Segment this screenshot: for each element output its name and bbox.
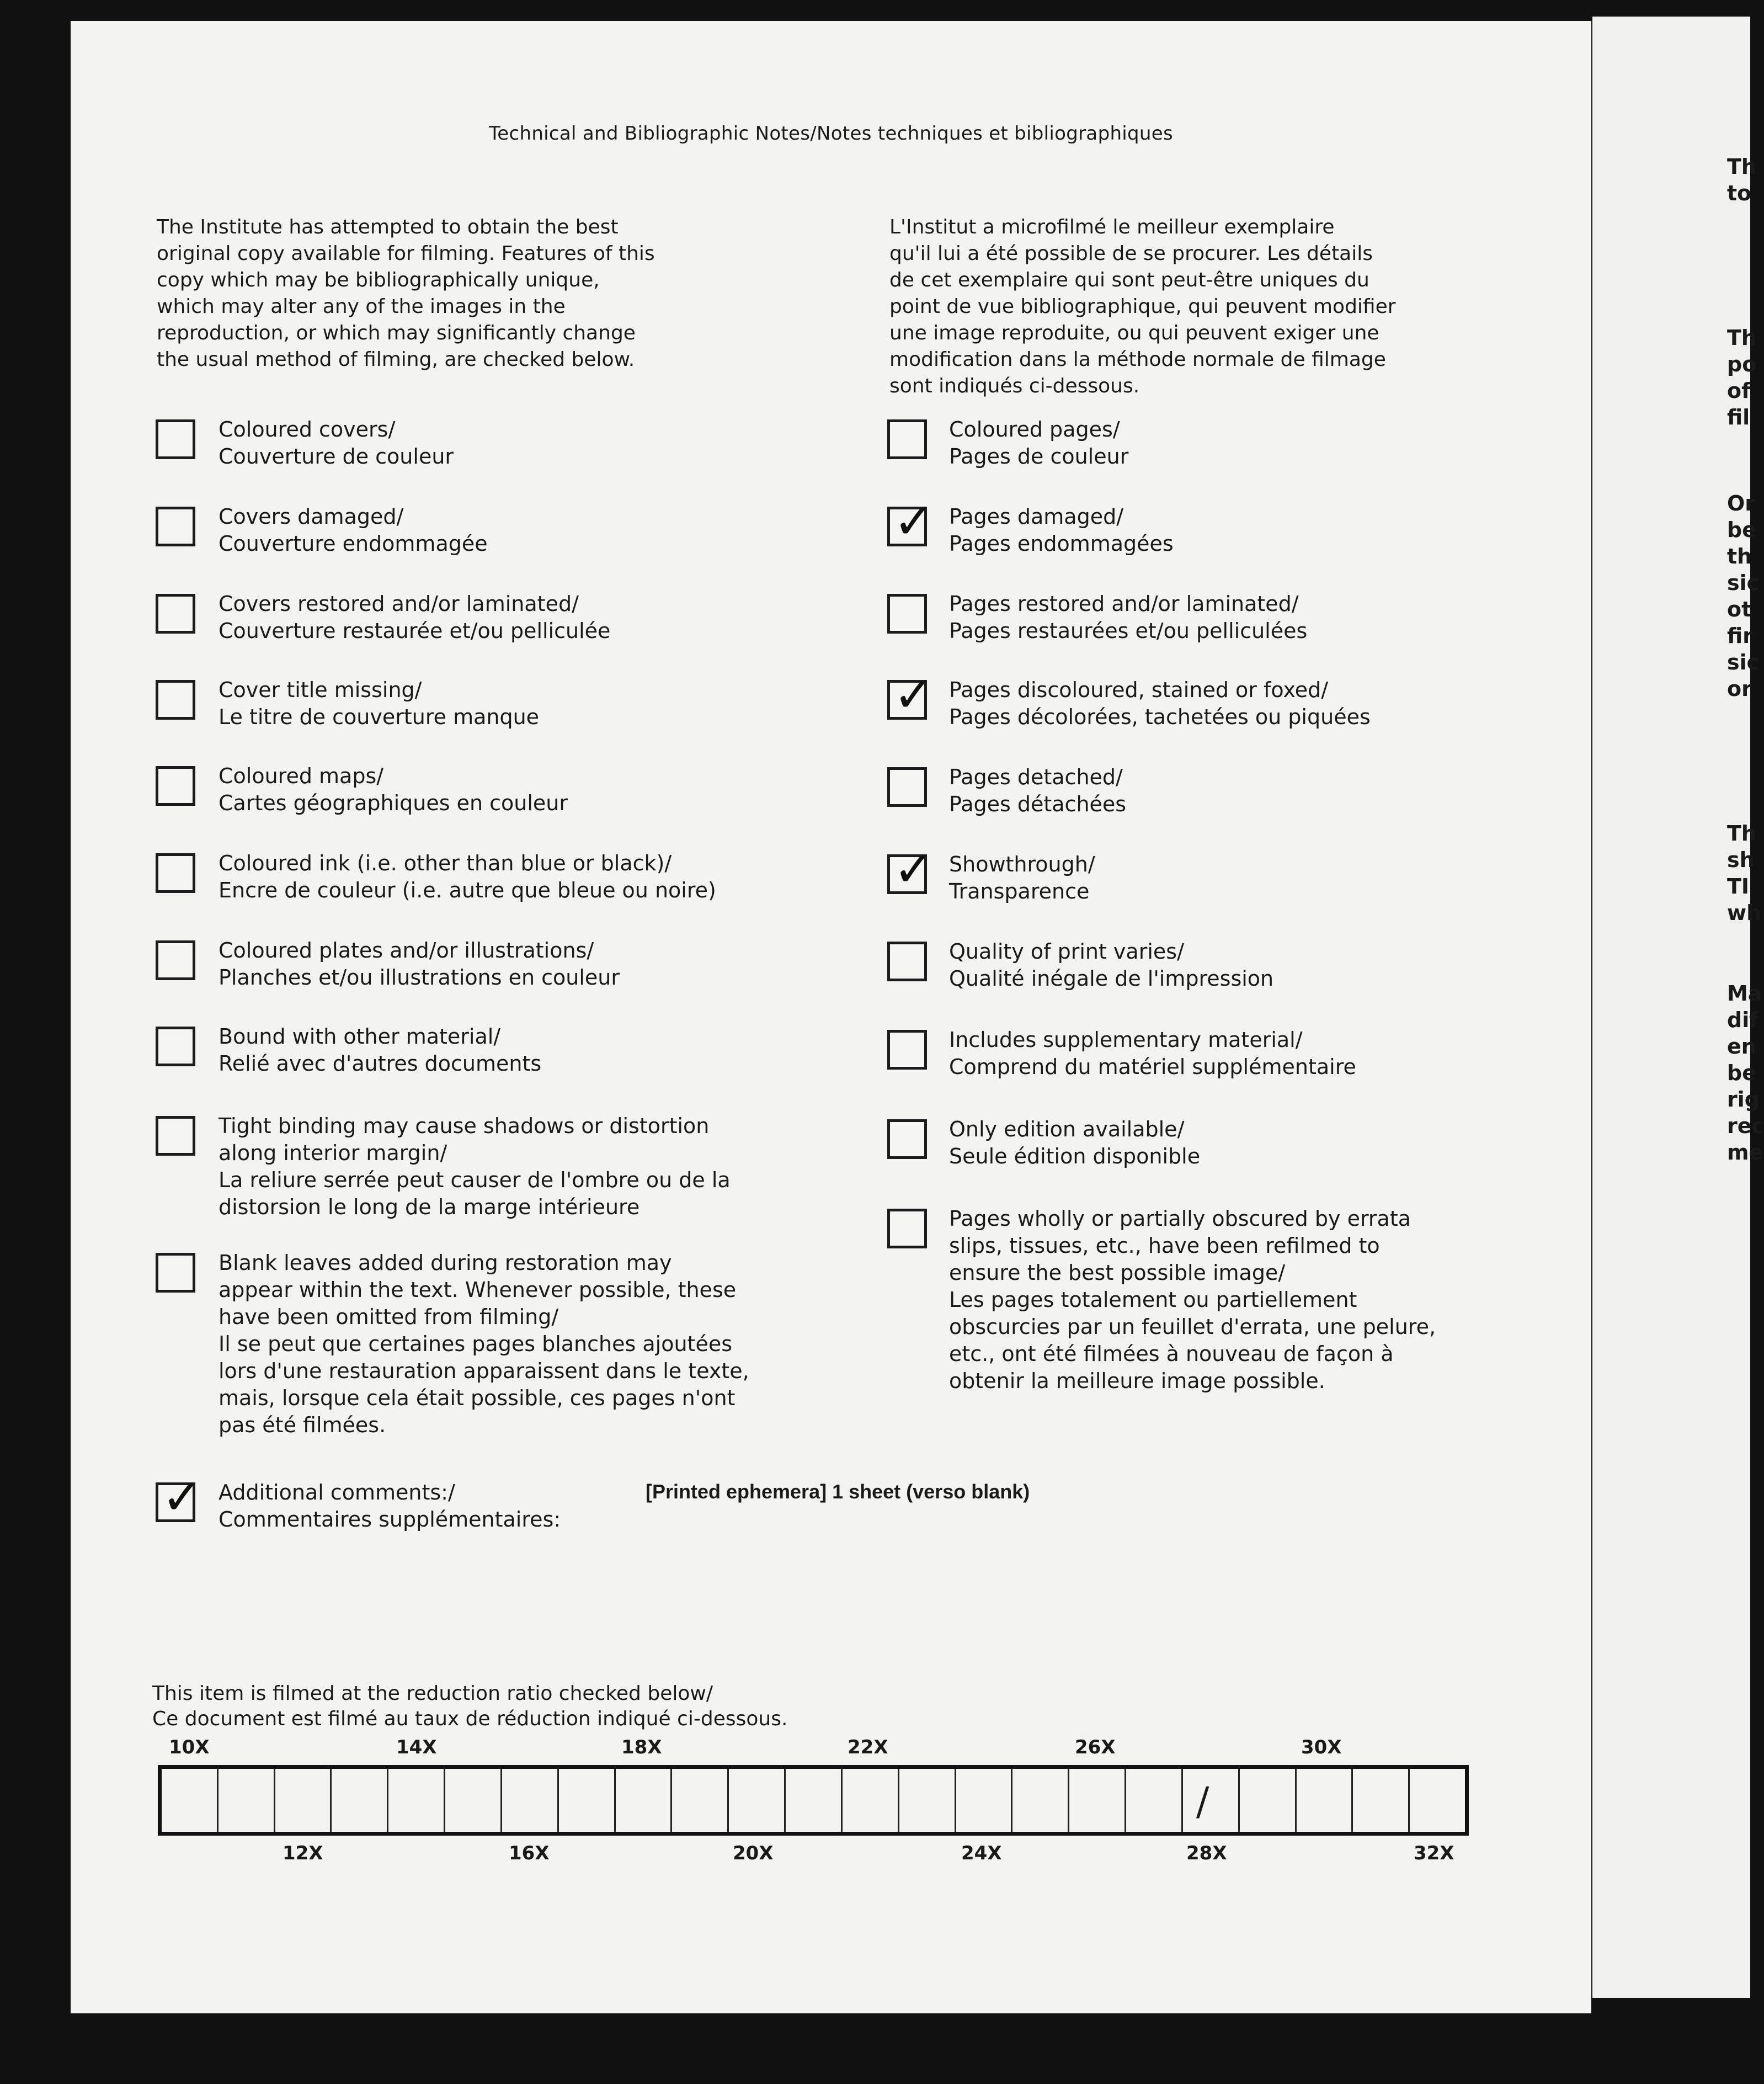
left-item-label-7: Bound with other material/ Relié avec d'autres documents [218, 1024, 542, 1076]
ratio-cell[interactable] [502, 1769, 559, 1832]
right-item-label-5: Showthrough/ Transparence [949, 852, 1095, 903]
left-item-label-1: Covers damaged/ Couverture endommagée [218, 504, 488, 556]
right-item-label-9: Pages wholly or partially obscured by errata slips, tissues, etc., have been refilmed to ensure the best possible image/ Les pages totalement ou partiellement obscurcies par un feuillet d'errata, une pelure, etc., ont été filmées à nouveau de façon à obtenir la meilleure image possible. [949, 1206, 1436, 1393]
right-checkbox-1[interactable] [887, 493, 934, 550]
edge-text-block: Th po of fil [1727, 326, 1757, 429]
right-checkbox-0[interactable] [887, 419, 927, 459]
reduction-bottom-label: 16X [509, 1842, 550, 1864]
left-item-label-8: Tight binding may cause shadows or distortion along interior margin/ La reliure serrée peut causer de l'ombre ou de la distorsion le long de la marge intérieure [218, 1114, 731, 1219]
checkmark-icon: ✓ [893, 493, 934, 550]
right-checkbox-7[interactable] [887, 1030, 927, 1070]
left-item-label-3: Cover title missing/ Le titre de couverture manque [218, 678, 540, 729]
edge-text-block: Th to [1727, 155, 1756, 205]
reduction-bottom-label: 12X [283, 1842, 323, 1864]
ratio-cell[interactable] [1183, 1769, 1240, 1832]
left-checkbox-0[interactable] [156, 419, 195, 459]
ratio-cell[interactable] [1069, 1769, 1126, 1832]
right-item-label-8: Only edition available/ Seule édition disponible [949, 1117, 1201, 1168]
right-checkbox-5[interactable] [887, 841, 934, 897]
checkmark-icon: ✓ [893, 666, 934, 723]
right-checkbox-6[interactable] [887, 942, 927, 981]
checkmark-icon: ✓ [162, 1469, 202, 1525]
left-checkbox-5[interactable] [156, 853, 195, 893]
left-checkbox-9[interactable] [156, 1253, 195, 1293]
right-item-label-1: Pages damaged/ Pages endommagées [949, 504, 1174, 556]
reduction-ratio-table [158, 1765, 1469, 1836]
left-checkbox-4[interactable] [156, 766, 195, 806]
reduction-top-label: 26X [1075, 1736, 1116, 1758]
reduction-bottom-label: 24X [961, 1842, 1002, 1864]
ratio-cell[interactable] [1012, 1769, 1069, 1832]
right-checkbox-9[interactable] [887, 1209, 927, 1248]
page-title: Technical and Bibliographic Notes/Notes techniques et bibliographiques [488, 123, 1174, 145]
left-checkbox-3[interactable] [156, 680, 195, 720]
ratio-cell[interactable] [672, 1769, 729, 1832]
edge-text-block: Ma dif en be rig rec me [1727, 981, 1764, 1165]
ratio-cell[interactable] [275, 1769, 332, 1832]
ratio-cell[interactable] [1297, 1769, 1353, 1832]
ratio-cell[interactable] [1410, 1769, 1465, 1832]
reduction-bottom-label: 28X [1186, 1842, 1227, 1864]
right-item-label-4: Pages detached/ Pages détachées [949, 765, 1127, 816]
right-item-label-0: Coloured pages/ Pages de couleur [949, 417, 1129, 469]
reduction-top-label: 18X [621, 1736, 662, 1758]
right-checkbox-2[interactable] [887, 594, 927, 634]
left-checkbox-7[interactable] [156, 1027, 195, 1066]
left-item-label-6: Coloured plates and/or illustrations/ Planches et/ou illustrations en couleur [218, 938, 620, 990]
right-checkbox-8[interactable] [887, 1119, 927, 1159]
intro-french: L'Institut a microfilmé le meilleur exemplaire qu'il lui a été possible de se procurer. Les détails de cet exemplaire qui sont peut-être uniques du point de vue bibliographique, qui peuvent modifier une image reproduite, ou qui peuvent exiger une modification dans la méthode normale de filmage sont indiqués ci-dessous. [889, 216, 1396, 397]
right-item-label-3: Pages discoloured, stained or foxed/ Pages décolorées, tachetées ou piquées [949, 678, 1371, 729]
ratio-cell[interactable] [1353, 1769, 1410, 1832]
reduction-text-fr: Ce document est filmé au taux de réduction indiqué ci-dessous. [152, 1708, 788, 1730]
reduction-top-label: 30X [1301, 1736, 1342, 1758]
left-checkbox-8[interactable] [156, 1116, 195, 1156]
left-checkbox-10[interactable] [156, 1469, 202, 1525]
left-item-label-5: Coloured ink (i.e. other than blue or black)/ Encre de couleur (i.e. autre que bleue ou noire) [218, 851, 716, 902]
additional-comments-value: [Printed ephemera] 1 sheet (verso blank) [646, 1480, 1030, 1503]
ratio-cell[interactable] [559, 1769, 616, 1832]
reduction-bottom-label: 32X [1414, 1842, 1454, 1864]
left-item-label-4: Coloured maps/ Cartes géographiques en couleur [218, 764, 568, 815]
adjacent-page [1592, 17, 1764, 1998]
ratio-cell[interactable] [899, 1769, 956, 1832]
left-item-label-9: Blank leaves added during restoration may appear within the text. Whenever possible, these have been omitted from filming/ Il se peut que certaines pages blanches ajoutées lors d'une restauration apparaissent dans le texte, mais, lorsque cela était possible, ces pages n'ont pas été filmées. [218, 1251, 749, 1437]
left-item-label-0: Coloured covers/ Couverture de couleur [218, 417, 454, 469]
right-item-label-7: Includes supplementary material/ Comprend du matériel supplémentaire [949, 1028, 1356, 1079]
checkmark-icon: ✓ [893, 841, 934, 897]
ratio-cell[interactable] [729, 1769, 786, 1832]
ratio-cell[interactable] [162, 1769, 218, 1832]
left-checkbox-1[interactable] [156, 507, 195, 546]
right-item-label-6: Quality of print varies/ Qualité inégale de l'impression [949, 939, 1274, 991]
reduction-top-label: 14X [396, 1736, 437, 1758]
ratio-check-mark: / [1196, 1779, 1209, 1824]
reduction-top-label: 22X [848, 1736, 888, 1758]
ratio-cell[interactable] [332, 1769, 388, 1832]
edge-text-block: Th sh TI wh [1727, 821, 1762, 925]
ratio-cell[interactable] [786, 1769, 843, 1832]
right-checkbox-4[interactable] [887, 767, 927, 807]
ratio-cell[interactable] [1126, 1769, 1183, 1832]
reduction-text-en: This item is filmed at the reduction ratio checked below/ [152, 1682, 713, 1705]
edge-text-block: Or be th sic ot fir sic or [1727, 491, 1760, 701]
reduction-bottom-label: 20X [733, 1842, 774, 1864]
ratio-cell[interactable] [843, 1769, 899, 1832]
right-item-label-2: Pages restored and/or laminated/ Pages restaurées et/ou pelliculées [949, 592, 1308, 643]
ratio-cell[interactable] [956, 1769, 1013, 1832]
document-page [71, 21, 1591, 2013]
reduction-top-label: 10X [169, 1736, 210, 1758]
right-checkbox-3[interactable] [887, 666, 934, 723]
ratio-cell[interactable] [218, 1769, 275, 1832]
left-item-label-10: Additional comments:/ Commentaires supplémentaires: [218, 1480, 561, 1532]
ratio-cell[interactable] [1240, 1769, 1297, 1832]
ratio-cell[interactable] [388, 1769, 445, 1832]
left-checkbox-2[interactable] [156, 594, 195, 634]
ratio-cell[interactable] [445, 1769, 502, 1832]
ratio-cell[interactable] [616, 1769, 673, 1832]
left-item-label-2: Covers restored and/or laminated/ Couverture restaurée et/ou pelliculée [218, 592, 611, 643]
intro-english: The Institute has attempted to obtain the best original copy available for filming. Features of this copy which may be bibliographically unique, which may alter any of the images in the reproduction, or which may significantly change the usual method of filming, are checked below. [157, 216, 655, 371]
left-checkbox-6[interactable] [156, 940, 195, 980]
